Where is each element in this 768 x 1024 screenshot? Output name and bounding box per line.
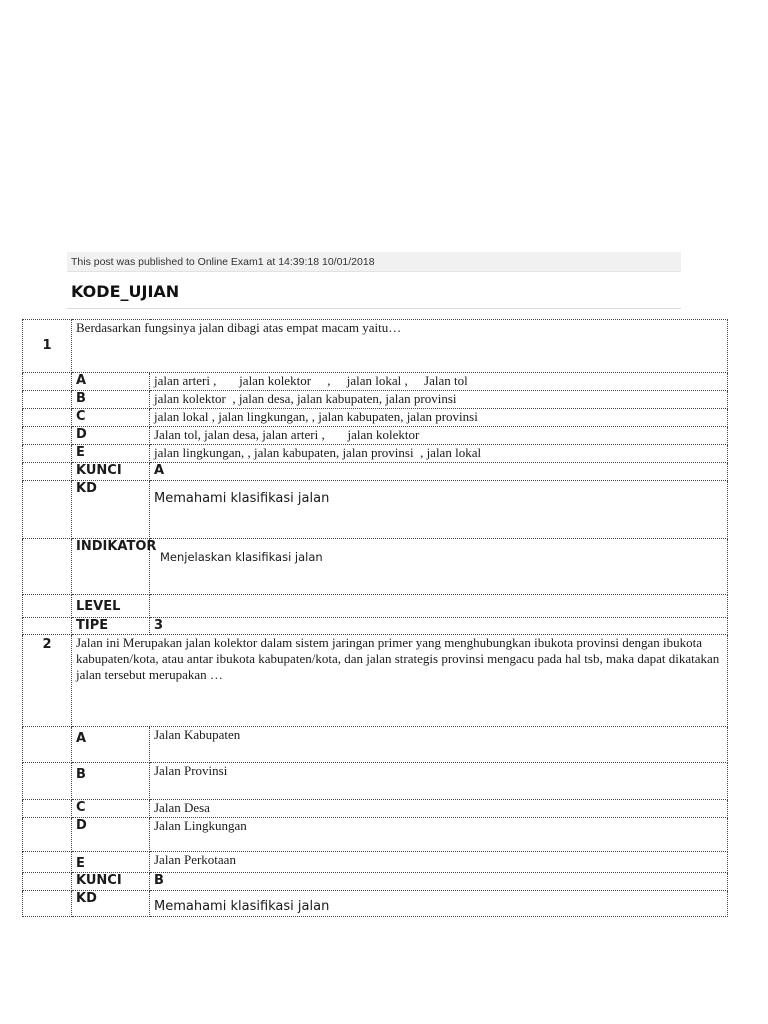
q2-kd-label: KD bbox=[72, 891, 150, 917]
q1-option-c-row bbox=[23, 409, 728, 427]
q1-option-c-label: C bbox=[72, 409, 150, 427]
q2-option-b-text: Jalan Provinsi bbox=[150, 763, 728, 800]
q2-option-a-row bbox=[23, 727, 728, 763]
q1-spacer bbox=[23, 373, 72, 391]
q2-option-e-label: E bbox=[72, 852, 150, 873]
q2-option-b-label: B bbox=[72, 763, 150, 800]
q2-option-c-text: Jalan Desa bbox=[150, 800, 728, 818]
q1-spacer bbox=[23, 391, 72, 409]
q1-tipe-row bbox=[23, 618, 728, 635]
q1-tipe-label: TIPE bbox=[72, 618, 150, 635]
q2-option-d-text: Jalan Lingkungan bbox=[150, 818, 728, 852]
q2-spacer bbox=[23, 891, 72, 917]
q2-spacer bbox=[23, 727, 72, 763]
q1-option-e-row bbox=[23, 445, 728, 463]
q2-number: 2 bbox=[23, 635, 72, 727]
q2-spacer bbox=[23, 763, 72, 800]
q1-spacer bbox=[23, 409, 72, 427]
q1-question-row bbox=[23, 320, 728, 373]
q1-spacer bbox=[23, 445, 72, 463]
q1-option-b-row bbox=[23, 391, 728, 409]
publish-info-bar: This post was published to Online Exam1 at 14:39:18 10/01/2018 bbox=[67, 252, 681, 272]
q2-kunci-value: B bbox=[150, 873, 728, 891]
q2-option-a-label: A bbox=[72, 727, 150, 763]
q1-indikator-cell bbox=[150, 539, 728, 595]
q2-kd-cell bbox=[150, 891, 728, 917]
q2-kd-value: Memahami klasifikasi jalan bbox=[154, 899, 330, 914]
q1-level-label: LEVEL bbox=[72, 595, 150, 618]
q2-spacer bbox=[23, 800, 72, 818]
q2-option-e-row bbox=[23, 852, 728, 873]
q2-option-d-label: D bbox=[72, 818, 150, 852]
q1-level-value bbox=[150, 595, 728, 618]
q1-kunci-value: A bbox=[150, 463, 728, 481]
q1-option-b-text: jalan kolektor , jalan desa, jalan kabupaten, jalan provinsi bbox=[150, 391, 728, 409]
q1-option-d-text: Jalan tol, jalan desa, jalan arteri , jalan kolektor bbox=[150, 427, 728, 445]
q1-option-a-text: jalan arteri , jalan kolektor , jalan lokal , Jalan tol bbox=[150, 373, 728, 391]
q1-spacer bbox=[23, 427, 72, 445]
q1-option-a-label: A bbox=[72, 373, 150, 391]
q2-option-e-text: Jalan Perkotaan bbox=[150, 852, 728, 873]
q2-question-text: Jalan ini Merupakan jalan kolektor dalam sistem jaringan primer yang menghubungkan ibukota provinsi dengan ibukota kabupaten/kota, atau antar ibukota kabupaten/kota, dan jalan strategis provinsi mengacu pada hal tsb, maka dapat dikatakan jalan tersebut merupakan … bbox=[72, 635, 728, 727]
q1-level-row bbox=[23, 595, 728, 618]
q1-tipe-value: 3 bbox=[150, 618, 728, 635]
q1-kd-value: Memahami klasifikasi jalan bbox=[154, 491, 330, 506]
q1-number: 1 bbox=[23, 320, 72, 373]
q1-option-d-label: D bbox=[72, 427, 150, 445]
q1-option-c-text: jalan lokal , jalan lingkungan, , jalan kabupaten, jalan provinsi bbox=[150, 409, 728, 427]
q2-kd-row bbox=[23, 891, 728, 917]
q2-kunci-label: KUNCI bbox=[72, 873, 150, 891]
q2-option-c-label: C bbox=[72, 800, 150, 818]
q1-indikator-label: INDIKATOR bbox=[72, 539, 150, 595]
q1-spacer bbox=[23, 618, 72, 635]
q2-option-a-text: Jalan Kabupaten bbox=[150, 727, 728, 763]
exam-table bbox=[22, 319, 728, 917]
q2-spacer bbox=[23, 852, 72, 873]
q1-spacer bbox=[23, 595, 72, 618]
q1-indikator-row bbox=[23, 539, 728, 595]
q1-spacer bbox=[23, 481, 72, 539]
q1-option-e-text: jalan lingkungan, , jalan kabupaten, jalan provinsi , jalan lokal bbox=[150, 445, 728, 463]
q1-kd-row bbox=[23, 481, 728, 539]
q2-option-c-row bbox=[23, 800, 728, 818]
q1-option-d-row bbox=[23, 427, 728, 445]
q2-kunci-row bbox=[23, 873, 728, 891]
q1-option-e-label: E bbox=[72, 445, 150, 463]
q1-question-text: Berdasarkan fungsinya jalan dibagi atas empat macam yaitu… bbox=[72, 320, 728, 373]
q2-question-row bbox=[23, 635, 728, 727]
q2-spacer bbox=[23, 873, 72, 891]
title-divider bbox=[67, 308, 681, 309]
q1-spacer bbox=[23, 539, 72, 595]
q2-option-b-row bbox=[23, 763, 728, 800]
q2-option-d-row bbox=[23, 818, 728, 852]
q1-kunci-row bbox=[23, 463, 728, 481]
page-title: KODE_UJIAN bbox=[71, 282, 180, 301]
q2-spacer bbox=[23, 818, 72, 852]
q1-indikator-value: Menjelaskan klasifikasi jalan bbox=[160, 550, 323, 564]
q1-option-b-label: B bbox=[72, 391, 150, 409]
q1-kd-label: KD bbox=[72, 481, 150, 539]
q1-option-a-row bbox=[23, 373, 728, 391]
q1-spacer bbox=[23, 463, 72, 481]
q1-kd-cell bbox=[150, 481, 728, 539]
q1-kunci-label: KUNCI bbox=[72, 463, 150, 481]
